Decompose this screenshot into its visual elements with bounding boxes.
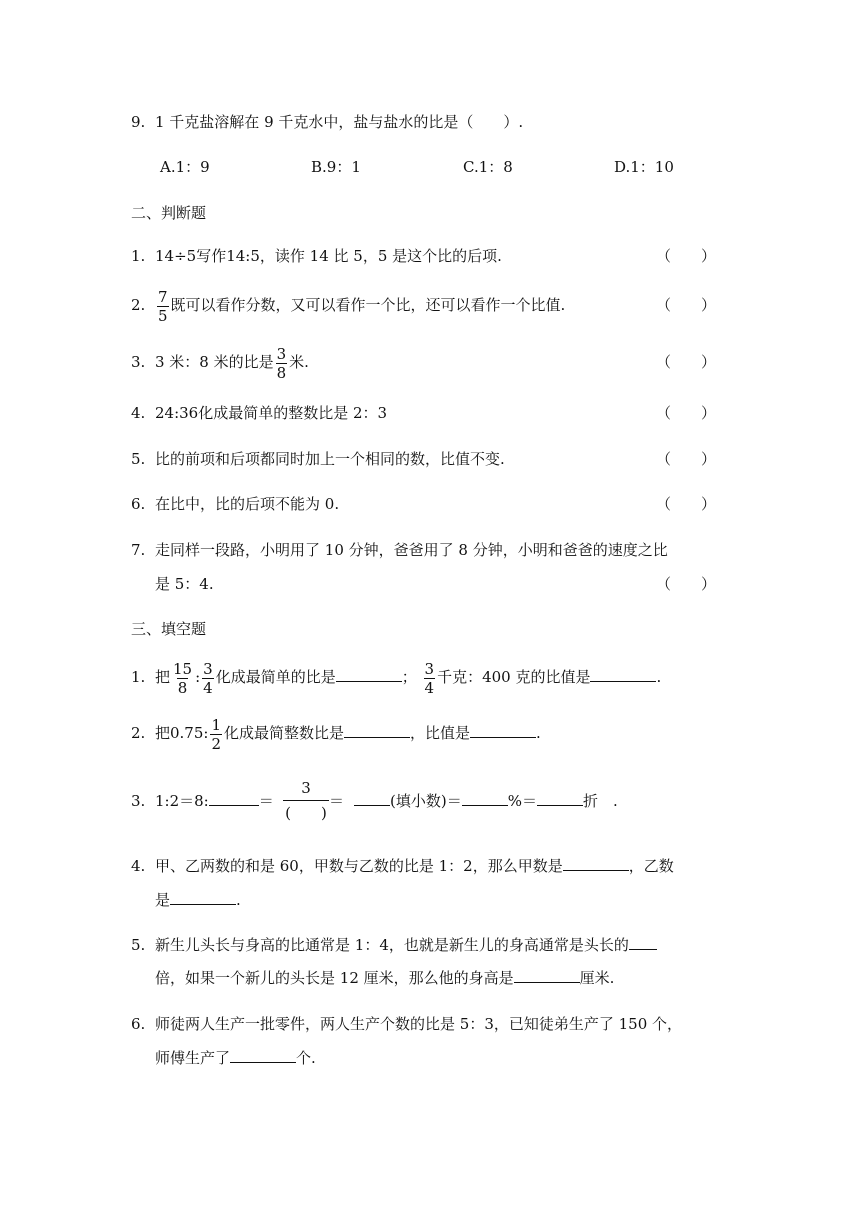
judge-item-5 xyxy=(131,449,505,469)
fraction: $\frac{3}{8}$ xyxy=(276,344,287,382)
judge-item-4 xyxy=(131,403,387,423)
item-number: 4. xyxy=(131,857,146,875)
answer-blank[interactable] xyxy=(563,856,629,871)
item-text: 14÷5写作14:5，读作 14 比 5，5 是这个比的后项. xyxy=(155,247,502,265)
item-text: 在比中，比的后项不能为 0. xyxy=(155,495,340,513)
fraction: $\frac{3}{4}$ xyxy=(203,659,213,697)
fill-item-3-rest: ＝ (填小数)＝ %＝ 折 . xyxy=(329,792,618,810)
answer-blank[interactable] xyxy=(470,723,536,738)
answer-paren: （ ） xyxy=(656,450,717,468)
item-text: 既可以看作分数，又可以看作一个比，还可以看作一个比值. xyxy=(170,296,566,314)
answer-blank[interactable] xyxy=(344,723,410,738)
item-number: 2. xyxy=(131,724,146,742)
answer-paren: （ ） xyxy=(656,247,717,265)
question-text: 1 千克盐溶解在 9 千克水中，盐与盐水的比是（ ）. xyxy=(155,113,524,131)
judge-item-7 xyxy=(131,540,668,560)
section-title-fill: 三、填空题 xyxy=(131,620,207,638)
fraction: $\frac{7}{5}$ xyxy=(158,287,168,325)
answer-blank[interactable]: ( ) xyxy=(285,804,327,822)
fill-item-2: 2. 把0.75: $\frac{1}{2}$ 化成最简整数比是 ，比值是 . xyxy=(131,713,541,753)
item-number: 3. xyxy=(131,353,146,371)
option-a: A.1：9 xyxy=(160,158,210,176)
item-number: 5. xyxy=(131,936,146,954)
fill-item-4: 4. 甲、乙两数的和是 60，甲数与乙数的比是 1：2，那么甲数是 ，乙数 xyxy=(131,857,674,875)
judge-item-1 xyxy=(131,246,502,266)
item-text: 走同样一段路，小明用了 10 分钟，爸爸用了 8 分钟，小明和爸爸的速度之比 xyxy=(155,541,668,559)
fraction: $\frac{15}{8}$ xyxy=(173,659,193,697)
fill-item-5-line2: 倍，如果一个新儿的头长是 12 厘米，那么他的身高是 厘米. xyxy=(155,969,615,987)
answer-paren: （ ） xyxy=(656,353,717,371)
fraction: 3 ( ) xyxy=(283,778,329,823)
item-number: 1. xyxy=(131,668,146,686)
item-number: 1. xyxy=(131,247,146,265)
answer-paren: （ ） xyxy=(656,296,717,314)
fill-item-4-line2: 是 . xyxy=(155,891,241,909)
answer-blank[interactable] xyxy=(537,791,583,806)
fill-item-1: 1. 把 $\frac{15}{8}$ : $\frac{3}{4}$ 化成最简单的比是 ； $\frac{3}{4}$ 千克：400 克的比值是 . xyxy=(131,657,661,697)
answer-blank[interactable] xyxy=(354,791,390,806)
judge-item-2 xyxy=(131,285,565,325)
judge-item-6 xyxy=(131,494,339,514)
section-title-judge: 二、判断题 xyxy=(131,204,207,222)
item-number: 7. xyxy=(131,541,146,559)
fraction: $\frac{3}{4}$ xyxy=(424,659,435,697)
item-number: 6. xyxy=(131,495,146,513)
fill-item-6-line2: 师傅生产了 个. xyxy=(155,1049,316,1067)
question-9 xyxy=(131,112,523,132)
option-b: B.9：1 xyxy=(311,158,361,176)
answer-blank[interactable] xyxy=(230,1048,296,1063)
item-number: 3. xyxy=(131,792,146,810)
item-text: 3 米：8 米的比是 xyxy=(155,353,274,371)
judge-item-3: 3. 3 米：8 米的比是 $\frac{3}{8}$ 米. xyxy=(131,342,309,382)
item-number: 4. xyxy=(131,404,146,422)
answer-paren: （ ） xyxy=(656,575,717,593)
option-c: C.1：8 xyxy=(463,158,513,176)
answer-blank[interactable] xyxy=(209,791,259,806)
item-number: 2. xyxy=(131,296,146,314)
answer-blank[interactable] xyxy=(590,667,656,682)
fill-item-3: 3. 1:2＝8: ＝ xyxy=(131,792,274,810)
fraction: $\frac{1}{2}$ xyxy=(211,715,221,753)
item-number: 6. xyxy=(131,1015,146,1033)
answer-paren: （ ） xyxy=(656,495,717,513)
answer-blank[interactable] xyxy=(336,667,402,682)
question-number: 9. xyxy=(131,113,146,131)
item-text: 24:36化成最简单的整数比是 2：3 xyxy=(155,404,388,422)
answer-blank[interactable] xyxy=(462,791,508,806)
item-number: 5. xyxy=(131,450,146,468)
answer-paren: （ ） xyxy=(656,404,717,422)
judge-item-7-line2: 是 5：4. xyxy=(155,575,214,593)
item-text: 比的前项和后项都同时加上一个相同的数，比值不变. xyxy=(155,450,505,468)
fill-item-5: 5. 新生儿头长与身高的比通常是 1：4，也就是新生儿的身高通常是头长的 xyxy=(131,935,657,955)
answer-blank[interactable] xyxy=(514,968,580,983)
option-d: D.1：10 xyxy=(614,158,674,176)
answer-blank[interactable] xyxy=(170,890,236,905)
fill-item-6: 6. 师徒两人生产一批零件，两人生产个数的比是 5：3，已知徒弟生产了 150 个， xyxy=(131,1015,683,1033)
answer-blank[interactable] xyxy=(629,935,657,950)
